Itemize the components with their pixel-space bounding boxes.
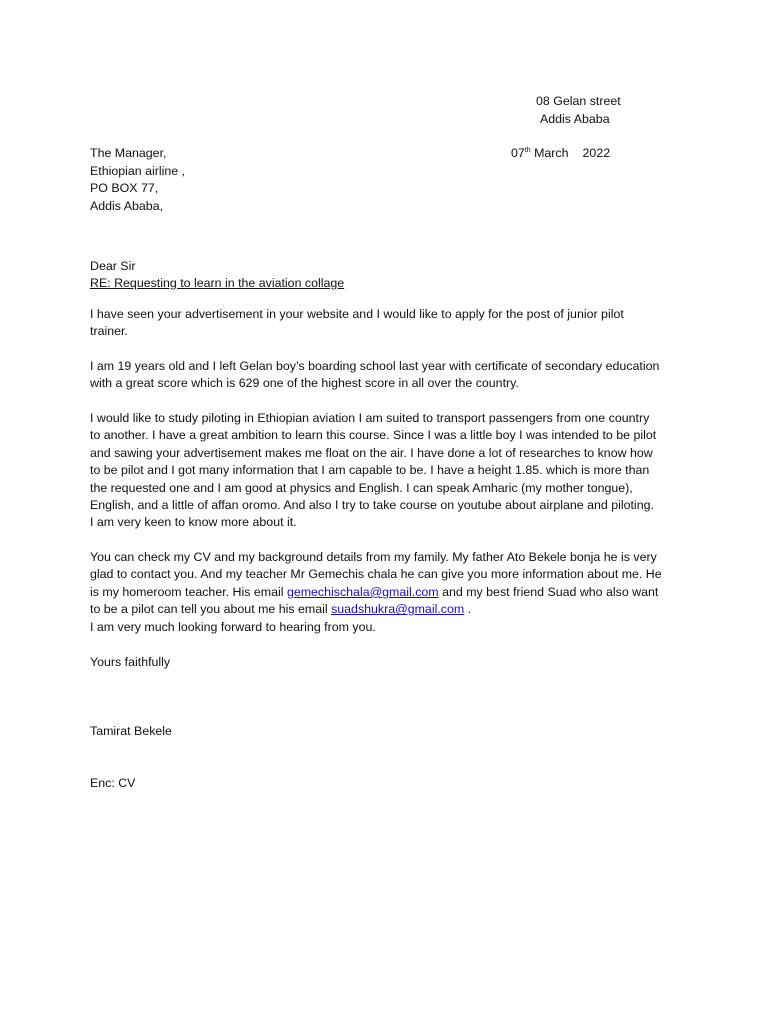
paragraph-background: [90, 358, 690, 393]
paragraph-line: [90, 601, 690, 618]
recipient-line-1: The Manager,: [90, 146, 167, 160]
teacher-email-link[interactable]: gemechischala@gmail.com: [286, 584, 439, 599]
salutation: Dear Sir: [90, 259, 136, 273]
paragraph-line: You can check my CV and my background details from my family. My father Ato Bekele bonja he is very: [90, 550, 657, 564]
paragraph-line: English, and a little of affan oromo. And also I try to take course on youtube about airplane and piloting.: [90, 498, 654, 513]
paragraph-motivation: [90, 410, 690, 532]
closing: Yours faithfully: [90, 655, 171, 669]
text-fragment: and my best friend Suad who also want: [438, 584, 659, 599]
paragraph-line: and sawing your advertisement makes me float on the air. I have done a lot of researches to know how: [90, 445, 653, 460]
signature-name: Tamirat Bekele: [90, 724, 172, 738]
paragraph-line: [90, 584, 690, 601]
paragraph-line: glad to contact you. And my teacher Mr Gemechis chala he can give you more information about me. He: [90, 567, 662, 582]
paragraph-line: the requested one and I am good at physics and English. I can speak Amharic (my mother tongue),: [90, 480, 633, 495]
recipient-line-2: Ethiopian airline ,: [90, 164, 186, 178]
date-day: 07: [511, 146, 525, 160]
paragraph-application: [90, 306, 690, 341]
paragraph-line: I have seen your advertisement in your website and I would like to apply for the post of junior pilot: [90, 307, 624, 321]
paragraph-line: to another. I have a great ambition to learn this course. Since I was a little boy I was intended to be pilot: [90, 428, 657, 443]
paragraph-line: trainer.: [90, 324, 128, 339]
paragraph-line: I am very keen to know more about it.: [90, 515, 297, 530]
paragraph-line: to be pilot and I got many information that I am capable to be. I have a height 1.85. which is more than: [90, 463, 650, 478]
recipient-line-3: PO BOX 77,: [90, 181, 159, 195]
paragraph-references: [90, 549, 690, 636]
paragraph-line: I am very much looking forward to hearing from you.: [90, 619, 376, 634]
recipient-line-4: Addis Ababa,: [90, 199, 164, 213]
date-ordinal: th: [524, 147, 531, 154]
text-fragment: is my homeroom teacher. His email: [90, 584, 287, 599]
date-month: March: [534, 146, 569, 160]
letter-date: [511, 145, 610, 162]
paragraph-line: with a great score which is 629 one of the highest score in all over the country.: [90, 376, 519, 391]
paragraph-line: I would like to study piloting in Ethiopian aviation I am suited to transport passengers from one country: [90, 411, 650, 425]
text-fragment: .: [464, 602, 472, 617]
sender-city: Addis Ababa: [540, 112, 610, 126]
paragraph-line: I am 19 years old and I left Gelan boy’s boarding school last year with certificate of secondary education: [90, 359, 660, 373]
sender-street: 08 Gelan street: [536, 94, 621, 108]
date-year: 2022: [582, 146, 611, 160]
friend-email-link[interactable]: suadshukra@gmail.com: [331, 602, 465, 617]
enclosure-note: Enc: CV: [90, 776, 136, 790]
text-fragment: to be a pilot can tell you about me his email: [90, 602, 332, 617]
subject-line: RE: Requesting to learn in the aviation collage: [90, 276, 345, 290]
